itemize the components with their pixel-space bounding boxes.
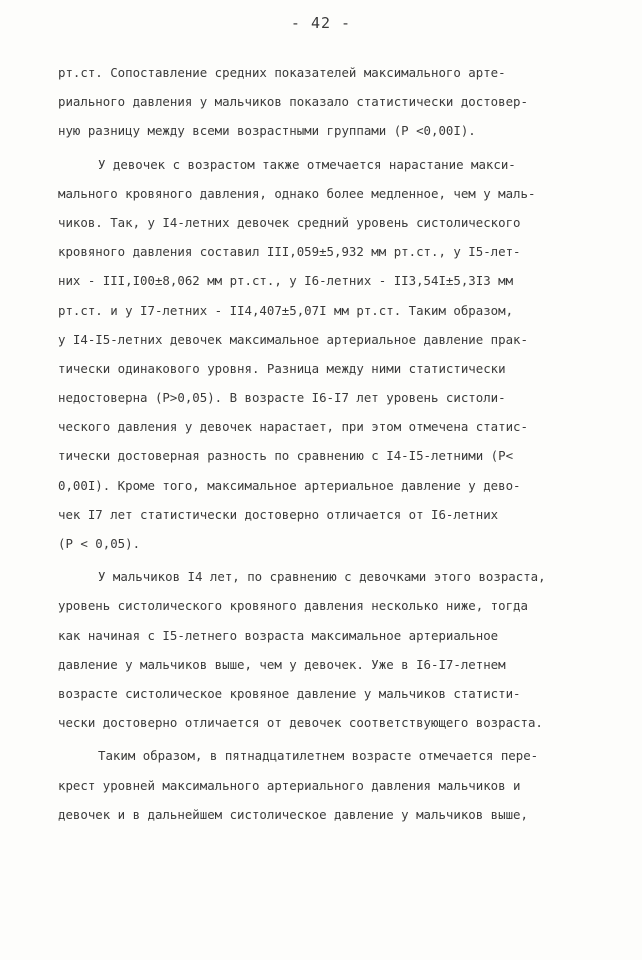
text-line: 0,00I). Кроме того, максимальное артериальное давление у дево- — [58, 477, 521, 493]
text-line: Таким образом, в пятнадцатилетнем возрасте отмечается пере- — [98, 748, 539, 764]
text-line: ческого давления у девочек нарастает, при этом отмечена статис- — [58, 419, 528, 435]
body-text — [58, 58, 598, 829]
text-line: кровяного давления составил III,059±5,932 мм рт.ст., у I5-лет- — [58, 244, 521, 260]
text-line: у I4-I5-летних девочек максимальное артериальное давление прак- — [58, 331, 528, 347]
text-line: мального кровяного давления, однако более медленное, чем у маль- — [58, 185, 536, 201]
text-line: чек I7 лет статистически достоверно отличается от I6-летних — [58, 506, 499, 522]
text-line: (P < 0,05). — [58, 536, 141, 551]
text-line: крест уровней максимального артериального давления мальчиков и — [58, 777, 521, 793]
text-line: давление у мальчиков выше, чем у девочек. Уже в I6-I7-летнем — [58, 656, 506, 672]
text-line: рт.ст. и у I7-летних - II4,407±5,07I мм рт.ст. Таким образом, — [58, 302, 514, 318]
text-line: девочек и в дальнейшем систолическое давление у мальчиков выше, — [58, 806, 528, 822]
text-line: недостоверна (P>0,05). В возрасте I6-I7 лет уровень систоли- — [58, 390, 506, 406]
page-number: - 42 - — [290, 14, 352, 32]
text-line: риального давления у мальчиков показало статистически достовер- — [58, 94, 528, 110]
text-line: рт.ст. Сопоставление средних показателей максимального арте- — [58, 65, 506, 80]
text-line: У мальчиков I4 лет, по сравнению с девочками этого возраста, — [98, 569, 546, 585]
text-line: ную разницу между всеми возрастными группами (P <0,00I). — [58, 123, 476, 139]
text-line: У девочек с возрастом также отмечается нарастание макси- — [98, 156, 516, 172]
text-line: чиков. Так, у I4-летних девочек средний уровень систолического — [58, 214, 521, 230]
text-line: тически одинакового уровня. Разница между ними статистически — [58, 360, 506, 376]
text-line: них - III,I00±8,062 мм рт.ст., у I6-летних - II3,54I±5,3I3 мм — [58, 273, 514, 289]
text-line: уровень систолического кровяного давления несколько ниже, тогда — [58, 598, 528, 614]
text-line: чески достоверно отличается от девочек соответствующего возраста. — [58, 715, 543, 731]
text-line: возрасте систолическое кровяное давление у мальчиков статисти- — [58, 685, 521, 701]
text-line: тически достоверная разность по сравнению с I4-I5-летними (P< — [58, 448, 514, 464]
text-line: как начиная с I5-летнего возраста максимальное артериальное — [58, 627, 499, 643]
